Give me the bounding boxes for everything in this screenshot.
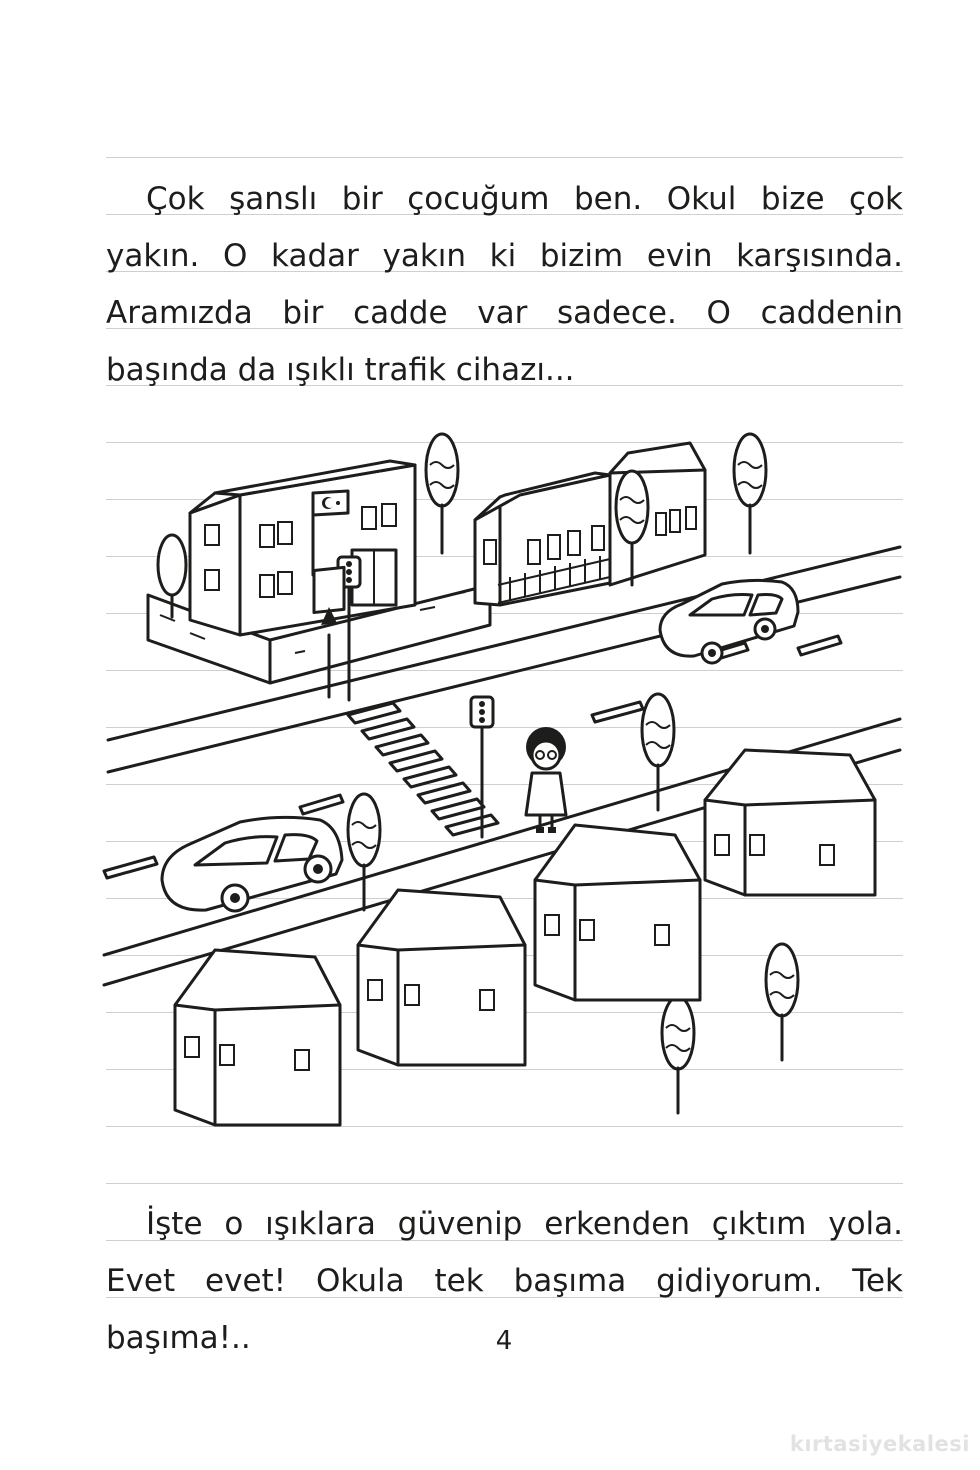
girl-character-icon <box>526 727 566 833</box>
house-icon <box>358 890 525 1065</box>
paragraph-text: İşte o ışıklara güvenip erkenden çıktım yola. Evet evet! Okula tek başıma gidiyorum. Tek başıma!.. <box>106 1206 903 1356</box>
car-icon <box>162 817 342 911</box>
notebook-rule <box>106 157 903 158</box>
notebook-rule <box>106 1183 903 1184</box>
page-number: 4 <box>495 1326 513 1356</box>
paragraph-text: Çok şanslı bir çocuğum ben. Okul bize çok yakın. O kadar yakın ki bizim evin karşısında. Aramızda bir cadde var sadece. O caddenin başında da ışıklı trafik cihazı... <box>106 181 903 388</box>
tree-icon <box>348 794 380 910</box>
street-scene-illustration <box>100 425 910 1135</box>
building <box>475 443 705 605</box>
school-building-icon <box>190 461 415 635</box>
story-paragraph-top <box>106 171 903 399</box>
tree-icon <box>662 997 694 1113</box>
tree-icon <box>766 944 798 1060</box>
house-icon <box>705 750 875 895</box>
tree-icon <box>426 434 458 553</box>
watermark: kırtasiyekalesi <box>789 1432 970 1456</box>
turkish-flag-icon <box>313 491 348 515</box>
house-icon <box>535 825 700 1000</box>
tree-icon <box>734 434 766 553</box>
house-icon <box>175 950 340 1125</box>
